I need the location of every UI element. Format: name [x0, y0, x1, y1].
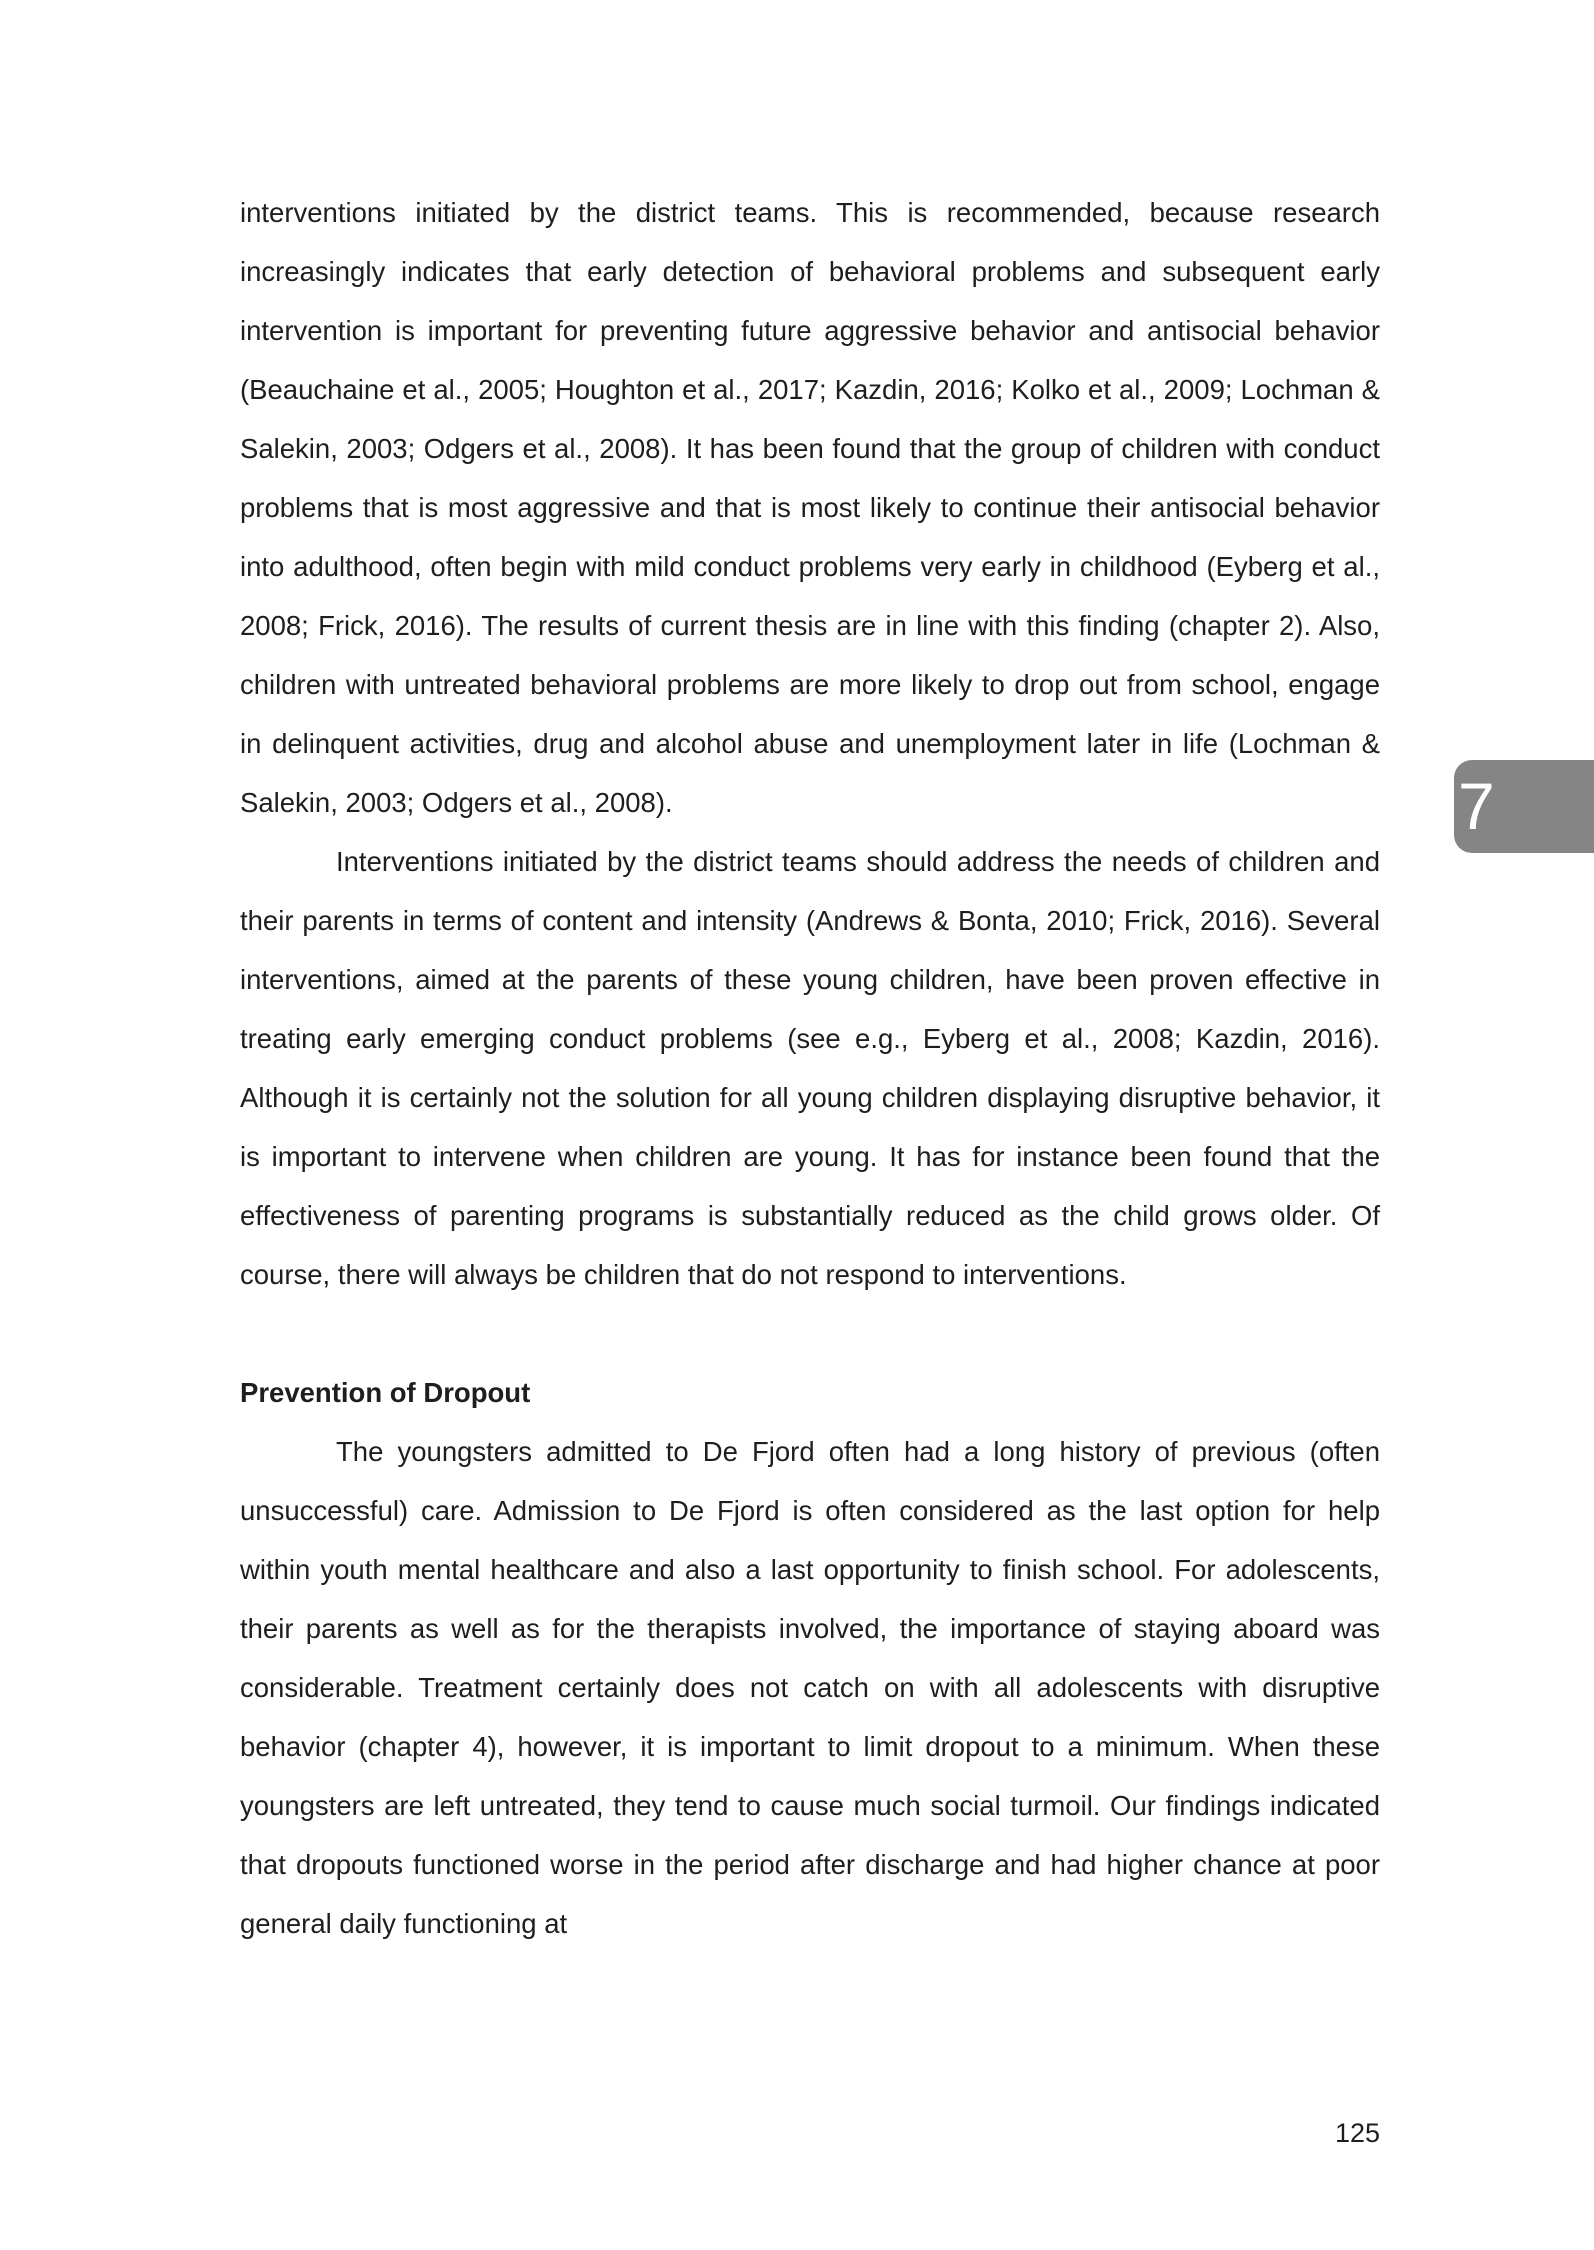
paragraph-dropout: The youngsters admitted to De Fjord often had a long history of previous (often unsuccessful) care. Admission to De Fjord is often considered as the last option for help within youth mental healthcare and also a last opportunity to finish school. For adolescents, their parents as well as for the therapists involved, the importance of staying aboard was considerable. Treatment certainly does not catch on with all adolescents with disruptive behavior (chapter 4), however, it is important to limit dropout to a minimum. When these youngsters are left untreated, they tend to cause much social turmoil. Our findings indicated that dropouts functioned worse in the period after discharge and had higher chance at poor general daily functioning at [240, 1436, 1380, 1939]
chapter-tab: 7 [1454, 760, 1594, 853]
body-text [240, 183, 1380, 1953]
paragraph-early-intervention: interventions initiated by the district teams. This is recommended, because research increasingly indicates that early detection of behavioral problems and subsequent early intervention is important for preventing future aggressive behavior and antisocial behavior (Beauchaine et al., 2005; Houghton et al., 2017; Kazdin, 2016; Kolko et al., 2009; Lochman & Salekin, 2003; Odgers et al., 2008). It has been found that the group of children with conduct problems that is most aggressive and that is most likely to continue their antisocial behavior into adulthood, often begin with mild conduct problems very early in childhood (Eyberg et al., 2008; Frick, 2016). The results of current thesis are in line with this finding (chapter 2). Also, children with untreated behavioral problems are more likely to drop out from school, engage in delinquent activities, drug and alcohol abuse and unemployment later in life (Lochman & Salekin, 2003; Odgers et al., 2008). [240, 197, 1380, 818]
page-number: 125 [1334, 2118, 1380, 2148]
paragraph-district-teams: Interventions initiated by the district teams should address the needs of children and their parents in terms of content and intensity (Andrews & Bonta, 2010; Frick, 2016). Several interventions, aimed at the parents of these young children, have been proven effective in treating early emerging conduct problems (see e.g., Eyberg et al., 2008; Kazdin, 2016). Although it is certainly not the solution for all young children displaying disruptive behavior, it is important to intervene when children are young. It has for instance been found that the effectiveness of parenting programs is substantially reduced as the child grows older. Of course, there will always be children that do not respond to interventions. [240, 846, 1380, 1290]
section-heading: Prevention of Dropout [240, 1377, 531, 1408]
